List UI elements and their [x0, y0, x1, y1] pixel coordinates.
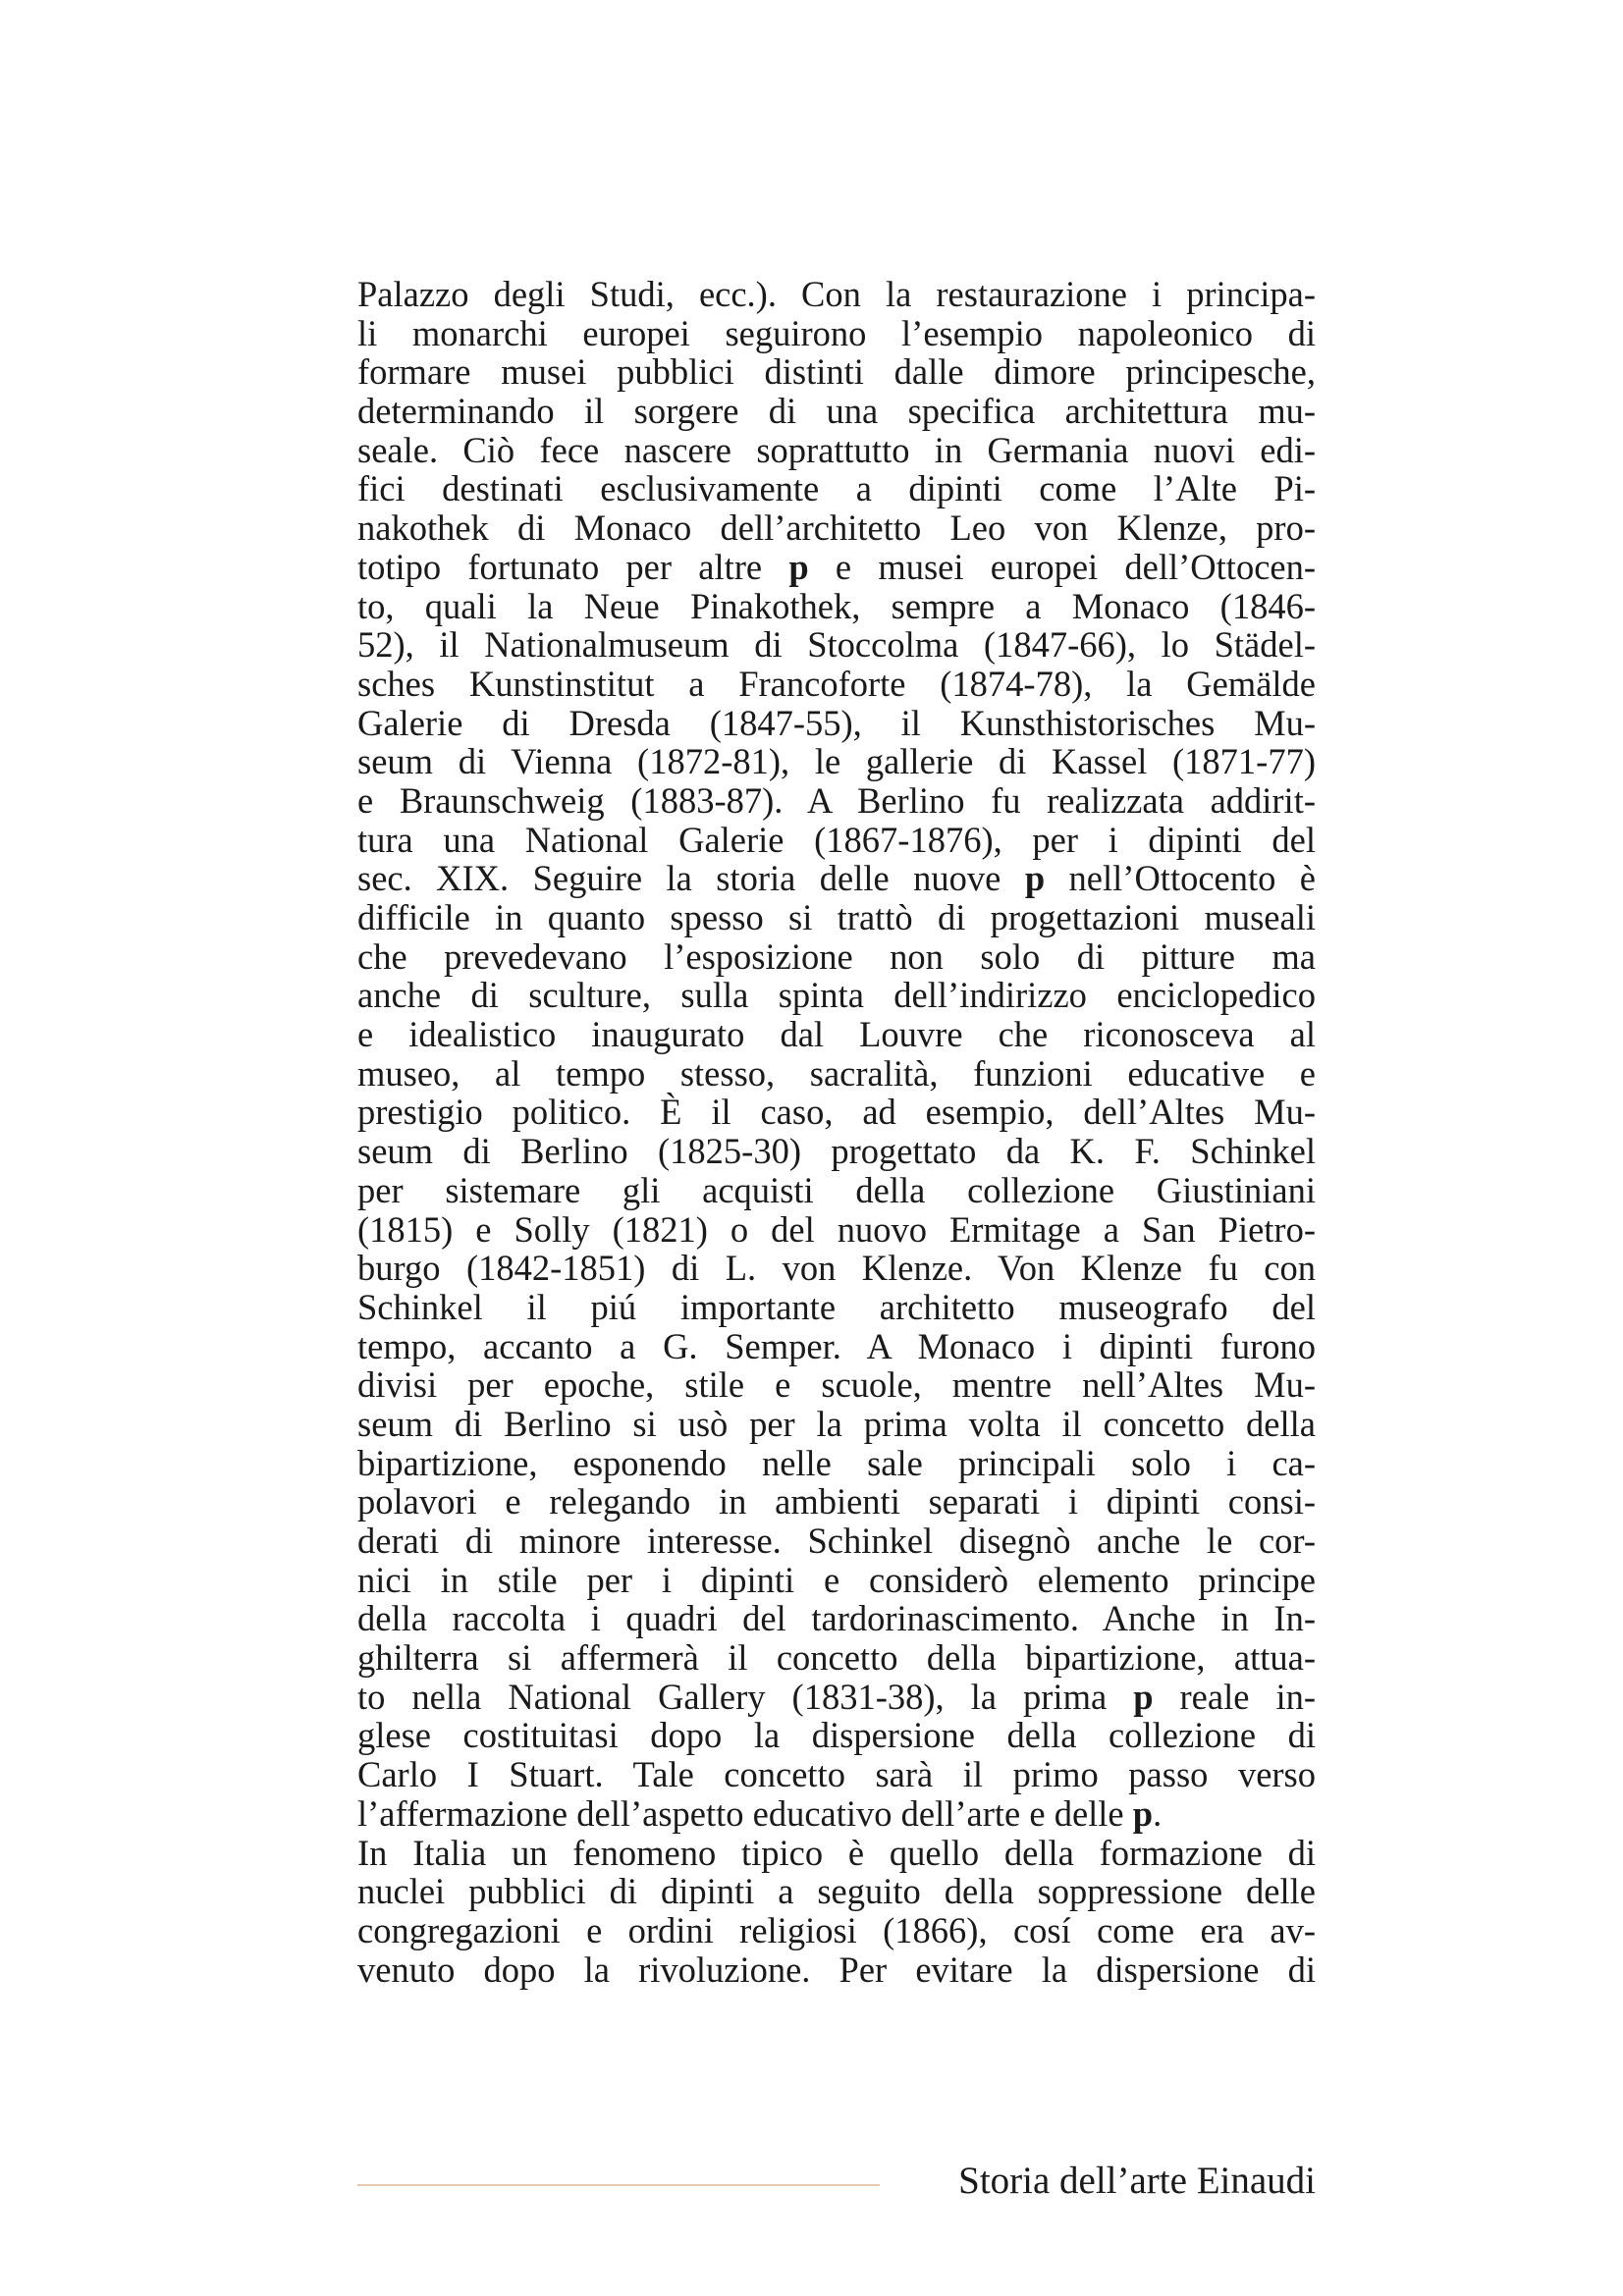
footer-rule — [357, 2184, 880, 2186]
text-line: polavori e relegando in ambienti separati i dipinti consi- — [357, 1481, 1316, 1522]
text-line: to nella National Gallery (1831-38), la prima p reale in- — [357, 1676, 1316, 1717]
text-line: seale. Ciò fece nascere soprattutto in Germania nuovi edi- — [357, 429, 1316, 470]
text-line: nici in stile per i dipinti e considerò elemento principe — [357, 1559, 1316, 1600]
text-line: formare musei pubblici distinti dalle dimore principesche, — [357, 351, 1316, 393]
text-line: sches Kunstinstitut a Francoforte (1874-78), la Gemälde — [357, 663, 1316, 704]
text-line: sec. XIX. Seguire la storia delle nuove p nell’Ottocento è — [357, 858, 1317, 899]
text-line: congregazioni e ordini religiosi (1866), cosí come era av- — [357, 1909, 1316, 1950]
text-line: determinando il sorgere di una specifica architettura mu- — [357, 391, 1316, 432]
text-line: tura una National Galerie (1867-1876), per i dipinti del — [357, 819, 1316, 860]
text-line: fici destinati esclusivamente a dipinti come l’Alte Pi- — [357, 468, 1316, 509]
text-line: Schinkel il piú importante architetto museografo del — [357, 1286, 1316, 1327]
text-line: venuto dopo la rivoluzione. Per evitare la dispersione di — [357, 1949, 1316, 1990]
text-line: difficile in quanto spesso si trattò di progettazioni museali — [357, 897, 1316, 937]
text-line: seum di Vienna (1872-81), le gallerie di Kassel (1871-77) — [357, 741, 1316, 782]
text-line: Carlo I Stuart. Tale concetto sarà il primo passo verso — [357, 1754, 1316, 1795]
text-line: Palazzo degli Studi, ecc.). Con la restaurazione i principa- — [357, 274, 1316, 314]
paragraph-1 — [357, 275, 1316, 1834]
text-line: che prevedevano l’esposizione non solo di pitture ma — [357, 935, 1316, 977]
text-line: glese costituitasi dopo la dispersione della collezione di — [357, 1715, 1316, 1756]
text-line: prestigio politico. È il caso, ad esempio, dell’Altes Mu- — [357, 1092, 1316, 1133]
text-line: della raccolta i quadri del tardorinascimento. Anche in In- — [357, 1598, 1316, 1639]
text-line: ghilterra si affermerà il concetto della bipartizione, attua- — [357, 1637, 1316, 1679]
text-line: museo, al tempo stesso, sacralità, funzioni educative e — [357, 1052, 1316, 1094]
text-line: bipartizione, esponendo nelle sale principali solo i ca- — [357, 1442, 1316, 1483]
text-line: totipo fortunato per altre p e musei europei dell’Ottocen- — [357, 546, 1316, 587]
body-text — [357, 275, 1316, 1989]
text-line: li monarchi europei seguirono l’esempio napoleonico di — [357, 312, 1316, 353]
text-line: divisi per epoche, stile e scuole, mentre nell’Altes Mu- — [357, 1364, 1316, 1406]
text-line: e Braunschweig (1883-87). A Berlino fu realizzata addirit- — [357, 779, 1316, 821]
text-line: Galerie di Dresda (1847-55), il Kunsthistorisches Mu- — [357, 702, 1316, 743]
text-line: seum di Berlino (1825-30) progettato da K. F. Schinkel — [357, 1131, 1316, 1172]
text-line: nuclei pubblici di dipinti a seguito della soppressione delle — [357, 1871, 1316, 1912]
text-line: nakothek di Monaco dell’architetto Leo von Klenze, pro- — [357, 507, 1316, 549]
paragraph-2 — [357, 1834, 1316, 1990]
text-line: per sistemare gli acquisti della collezione Giustiniani — [357, 1169, 1316, 1210]
text-line: tempo, accanto a G. Semper. A Monaco i dipinti furono — [357, 1325, 1316, 1366]
text-line: l’affermazione dell’aspetto educativo dell’arte e delle p. — [357, 1792, 1163, 1834]
text-line: anche di sculture, sulla spinta dell’indirizzo enciclopedico — [357, 975, 1316, 1016]
text-line: burgo (1842-1851) di L. von Klenze. Von Klenze fu con — [357, 1248, 1316, 1289]
text-line: to, quali la Neue Pinakothek, sempre a Monaco (1846- — [357, 585, 1316, 626]
text-line: In Italia un fenomeno tipico è quello della formazione di — [357, 1832, 1316, 1873]
text-line: 52), il Nationalmuseum di Stoccolma (1847-66), lo Städel- — [357, 624, 1316, 666]
text-line: derati di minore interesse. Schinkel disegnò anche le cor- — [357, 1521, 1316, 1561]
text-line: seum di Berlino si usò per la prima volta il concetto della — [357, 1403, 1316, 1444]
text-line: (1815) e Solly (1821) o del nuovo Ermitage a San Pietro- — [357, 1208, 1316, 1250]
footer-title: Storia dell’arte Einaudi — [958, 2160, 1316, 2202]
text-line: e idealistico inaugurato dal Louvre che riconosceva al — [357, 1014, 1316, 1055]
